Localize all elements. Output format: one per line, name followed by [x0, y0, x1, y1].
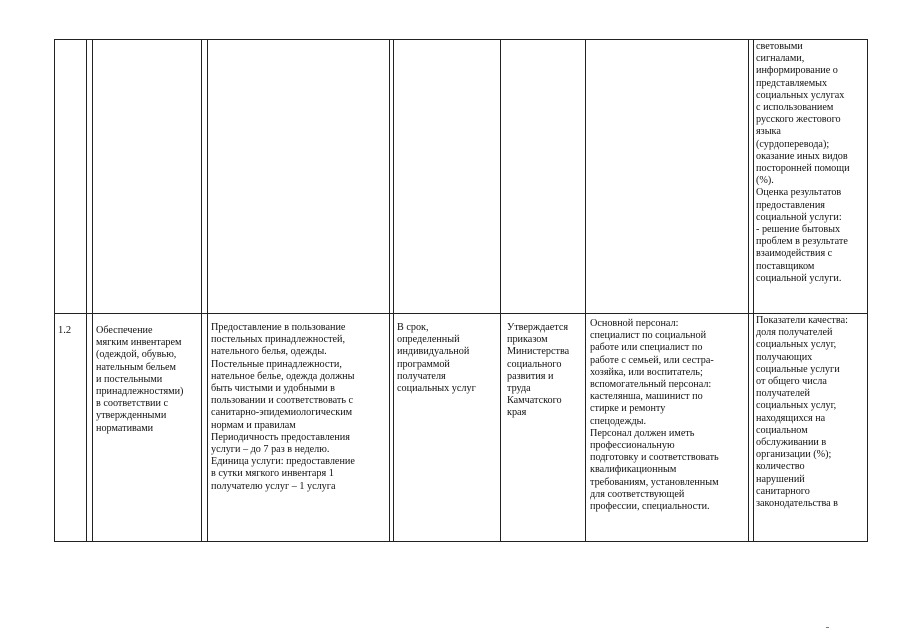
text-line: труда: [507, 383, 531, 395]
service-name-cell: [96, 325, 199, 435]
text-line: социальном: [756, 424, 808, 436]
text-line: Оценка результатов: [756, 187, 842, 199]
prev-row-quality-cell: [756, 41, 864, 285]
service-conditions-cell: [590, 318, 746, 513]
text-line: индивидуальной: [397, 346, 470, 358]
column-border: [585, 39, 586, 542]
text-line: русского жестового: [756, 114, 841, 126]
text-line: нательного белья, одежды.: [211, 346, 327, 358]
column-border: [393, 39, 394, 542]
text-line: работе или специалист по: [590, 342, 703, 354]
table-bottom-border: [54, 541, 868, 542]
column-border: [867, 39, 868, 542]
text-line: нормам и правилам: [211, 419, 296, 431]
text-line: В срок,: [397, 322, 429, 333]
text-line: пользовании и соответствовать с: [211, 395, 354, 407]
text-line: Министерства: [507, 346, 570, 358]
text-line: социальных услуг,: [756, 339, 837, 351]
text-line: нарушений: [756, 473, 805, 485]
text-line: Утверждается: [507, 322, 569, 333]
text-line: взаимодействия с: [756, 248, 833, 260]
text-line: подготовку и соответствовать: [590, 452, 719, 464]
text-line: социальной услуги:: [756, 211, 842, 223]
column-border: [500, 39, 501, 542]
text-line: работе с семьей, или сестра-: [590, 354, 714, 366]
column-border: [92, 39, 93, 542]
text-line: социальных услуг,: [756, 400, 837, 412]
text-line: (%).: [756, 175, 774, 187]
text-line: Обеспечение: [96, 325, 153, 336]
text-line: социального: [507, 358, 562, 370]
table-top-border: [54, 39, 868, 40]
text-line: Камчатского: [507, 395, 562, 407]
text-line: проблем в результате: [756, 236, 848, 248]
service-description-cell: [211, 322, 387, 493]
text-line: и постельными: [96, 373, 163, 385]
text-line: Периодичность предоставления: [211, 431, 350, 443]
text-line: нательным бельем: [96, 361, 176, 373]
text-line: социальных услугах: [756, 89, 845, 101]
text-line: Постельные принадлежности,: [211, 358, 342, 370]
text-line: Предоставление в пользование: [211, 322, 346, 333]
text-line: находящихся на: [756, 412, 826, 424]
text-line: услуги – до 7 раз в неделю.: [211, 444, 330, 456]
column-border: [201, 39, 202, 542]
text-line: оказание иных видов: [756, 150, 848, 162]
text-line: сигналами,: [756, 53, 805, 65]
scan-speck: [826, 627, 829, 628]
column-border: [748, 39, 749, 542]
text-line: квалификационным: [590, 464, 677, 476]
text-line: информирование о: [756, 65, 838, 77]
text-line: социальных услуг: [397, 383, 476, 395]
text-line: количество: [756, 461, 805, 473]
tariff-cell: [507, 322, 582, 420]
text-line: - решение бытовых: [756, 224, 841, 236]
text-line: получателя: [397, 370, 446, 382]
text-line: нормативами: [96, 422, 154, 434]
text-line: в соответствии с: [96, 398, 168, 410]
text-line: определенный: [397, 334, 460, 346]
service-terms-cell: [397, 322, 497, 395]
text-line: нательное белье, одежда должны: [211, 370, 355, 382]
text-line: Персонал должен иметь: [590, 427, 695, 439]
text-line: доля получателей: [756, 327, 833, 339]
text-line: социальной услуги.: [756, 272, 842, 284]
text-line: организации (%);: [756, 449, 832, 461]
text-line: требованиям, установленным: [590, 476, 719, 488]
text-line: Показатели качества:: [756, 315, 848, 326]
text-line: хозяйка, или воспитатель;: [590, 366, 703, 378]
row-separator: [54, 313, 868, 314]
text-line: языка: [756, 126, 781, 138]
text-line: мягким инвентарем: [96, 337, 182, 349]
text-line: с использованием: [756, 102, 834, 114]
text-line: вспомогательный персонал:: [590, 379, 712, 391]
text-line: развития и: [507, 370, 554, 382]
row-number: 1.2: [58, 325, 72, 336]
column-border: [389, 39, 390, 542]
text-line: от общего числа: [756, 376, 827, 388]
column-border: [54, 39, 55, 542]
text-line: Единица услуги: предоставление: [211, 456, 355, 468]
text-line: (одеждой, обувью,: [96, 349, 177, 361]
text-line: постельных принадлежностей,: [211, 334, 346, 346]
text-line: предоставления: [756, 199, 825, 211]
text-line: спецодежды.: [590, 415, 647, 427]
text-line: принадлежностями): [96, 386, 184, 398]
text-line: обслуживании в: [756, 437, 827, 449]
quality-indicators-cell: [756, 315, 864, 510]
text-line: получателей: [756, 388, 811, 400]
column-border: [86, 39, 87, 542]
text-line: для соответствующей: [590, 488, 685, 500]
text-line: быть чистыми и удобными в: [211, 383, 335, 395]
text-line: санитарно-эпидемиологическим: [211, 407, 353, 419]
text-line: специалист по социальной: [590, 330, 707, 342]
text-line: края: [507, 407, 527, 419]
text-line: санитарного: [756, 485, 810, 497]
text-line: социальные услуги: [756, 363, 840, 375]
text-line: (сурдоперевода);: [756, 138, 830, 150]
column-border: [207, 39, 208, 542]
text-line: кастелянша, машинист по: [590, 391, 703, 403]
text-line: законодательства в: [756, 498, 838, 510]
text-line: программой: [397, 358, 450, 370]
text-line: стирке и ремонту: [590, 403, 666, 415]
text-line: представляемых: [756, 77, 828, 89]
text-line: Основной персонал:: [590, 318, 679, 329]
text-line: профессии, специальности.: [590, 501, 710, 513]
text-line: профессиональную: [590, 440, 675, 452]
text-line: световыми: [756, 41, 803, 52]
text-line: приказом: [507, 334, 548, 346]
text-line: поставщиком: [756, 260, 815, 272]
column-border: [753, 39, 754, 542]
text-line: в сутки мягкого инвентаря 1: [211, 468, 334, 480]
text-line: получателю услуг – 1 услуга: [211, 480, 336, 492]
text-line: получающих: [756, 351, 813, 363]
text-line: утвержденными: [96, 410, 167, 422]
text-line: посторонней помощи: [756, 163, 850, 175]
